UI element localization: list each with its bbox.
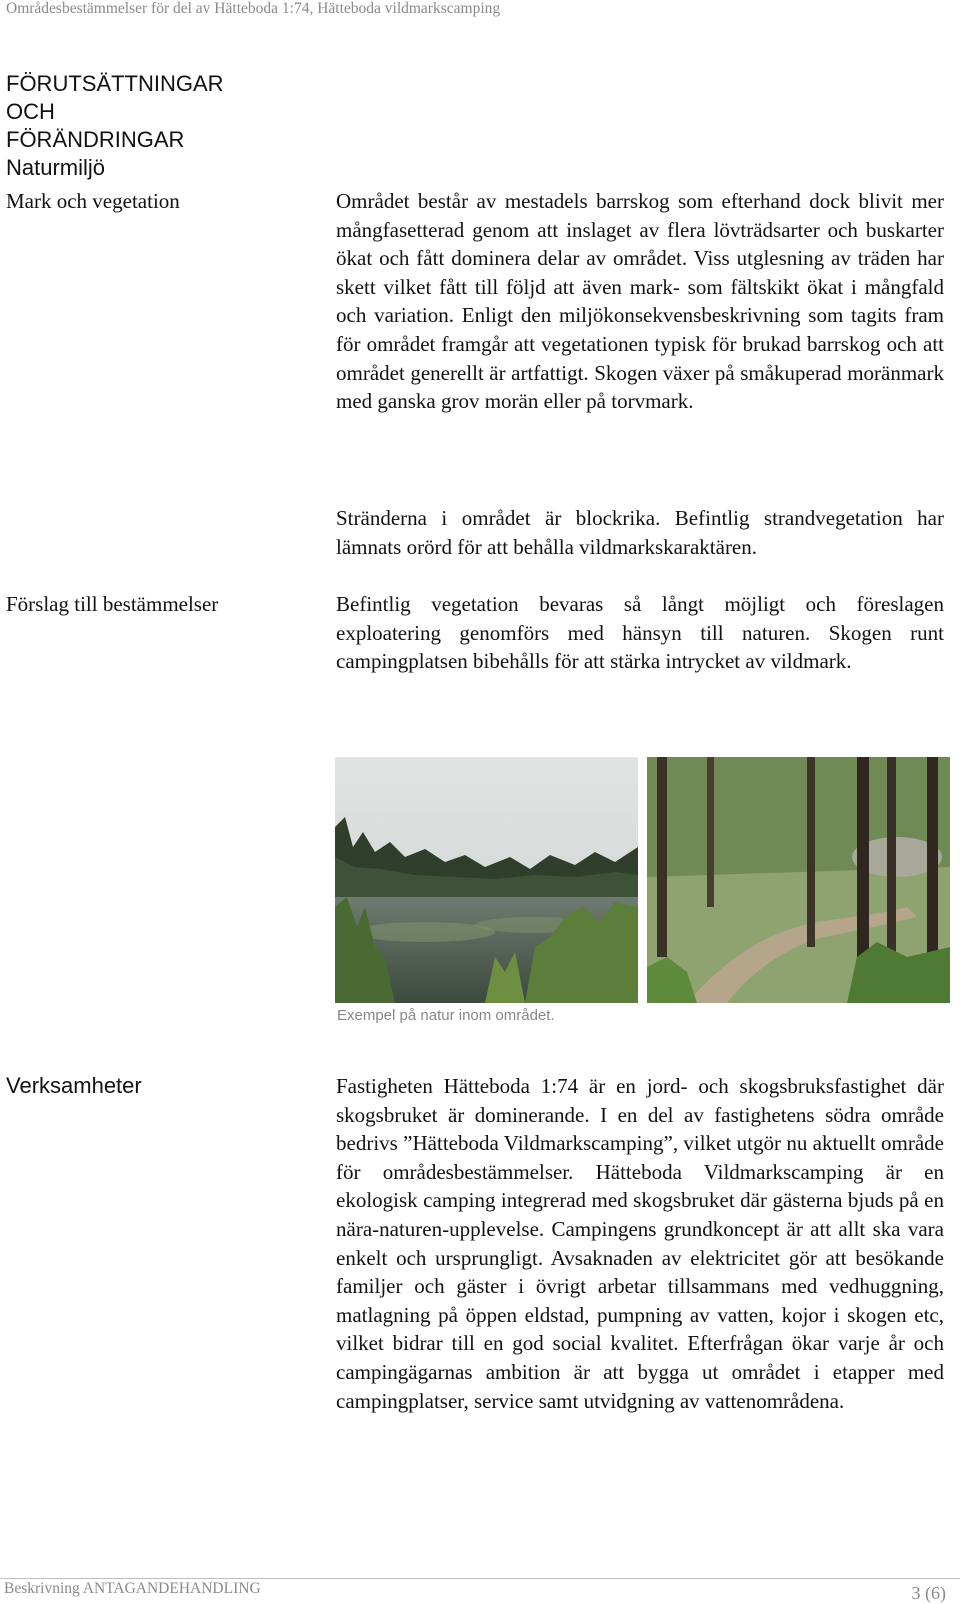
heading-line-3: FÖRÄNDRINGAR xyxy=(6,127,185,152)
label-mark-och-vegetation: Mark och vegetation xyxy=(6,189,180,213)
photo-lake xyxy=(335,757,638,1003)
paragraph-vegetation: Området består av mestadels barrskog som efterhand dock blivit mer mångfasetterad genom att inslaget av flera lövträdsarter och buskarter ökat och fått dominera delar av området. Viss utglesning av träden har skett vilket fått till följd att även mark- som fältskikt ökat i mångfald och variation. Enligt den miljökonsekvensbeskrivning som tagits fram för området framgår att vegetationen typisk för brukad barrskog och att området generellt är artfattigt. Skogen växer på småkuperad moränmark med ganska grov morän eller på torvmark. xyxy=(336,189,944,414)
photo-caption: Exempel på natur inom området. xyxy=(337,1007,555,1024)
paragraph-verksamheter: Fastigheten Hätteboda 1:74 är en jord- och skogsbruksfastighet där skogsbruket är dominerande. I en del av fastighetens södra område bedrivs ”Hätteboda Vildmarkscamping”, vilket utgör nu aktuellt område för områdesbestämmelser. Hätteboda Vildmarkscamping är en ekologisk camping integrerad med skogsbruket där gästerna bjuds på en nära-naturen-upplevelse. Campingens grundkoncept är att allt ska vara enkelt och ursprungligt. Avsaknaden av elektricitet gör att besökande familjer och gäster i övrigt arbetar tillsammans med vedhuggning, matlagning på öppen eldstad, pumpning av vatten, kojor i skogen etc, vilket bidrar till en god social kvalitet. Efterfrågan ökar varje år och campingägarnas ambition är att bygga ut området i etapper med campingplatser, service samt utvidgning av vattenområdena. xyxy=(336,1074,944,1413)
paragraph-stranderna: Stränderna i området är blockrika. Befintlig strandvegetation har lämnats orörd för att behålla vildmarkskaraktären. xyxy=(336,506,944,559)
footer-page-number: 3 (6) xyxy=(911,1583,946,1603)
footer-divider xyxy=(0,1578,960,1579)
running-header: Områdesbestämmelser för del av Hätteboda 1:74, Hätteboda vildmarkscamping xyxy=(6,0,501,17)
heading-line-1: FÖRUTSÄTTNINGAR xyxy=(6,71,224,96)
photo-forest xyxy=(647,757,950,1003)
section-heading xyxy=(6,70,224,182)
label-forslag: Förslag till bestämmelser xyxy=(6,592,219,616)
heading-line-4: Naturmiljö xyxy=(6,155,106,180)
footer-document-type: Beskrivning ANTAGANDEHANDLING xyxy=(4,1580,261,1597)
heading-line-2: OCH xyxy=(6,99,55,124)
paragraph-forslag: Befintlig vegetation bevaras så långt möjligt och föreslagen exploatering genomförs med hänsyn till naturen. Skogen runt campingplatsen bibehålls för att stärka intrycket av vildmark. xyxy=(336,592,944,674)
label-verksamheter: Verksamheter xyxy=(6,1073,142,1098)
